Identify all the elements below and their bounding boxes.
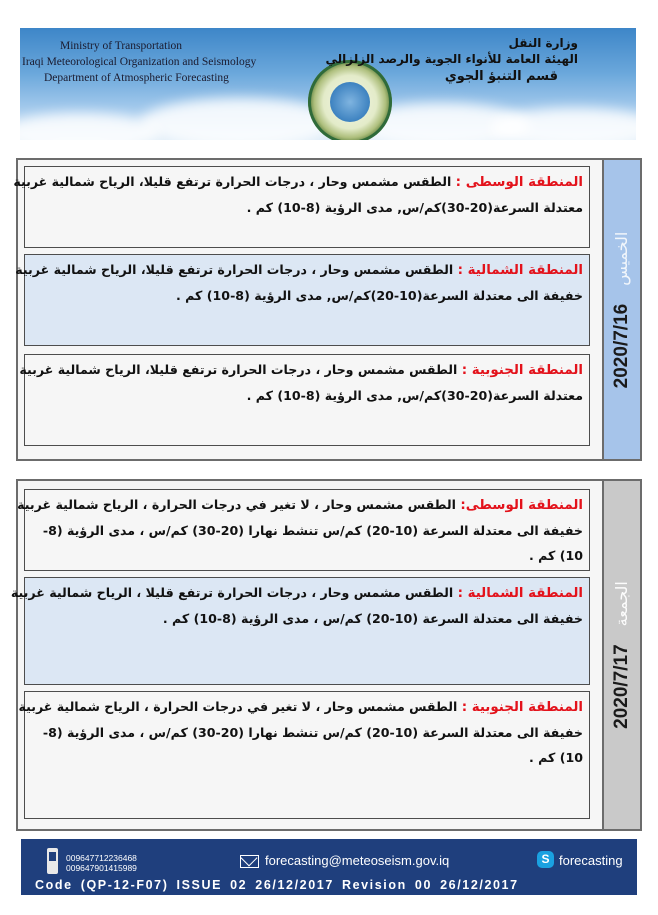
arabic-header bbox=[326, 36, 578, 84]
forecast-text: 10) كم . bbox=[528, 548, 583, 563]
phone-number: 009647712236468 bbox=[66, 853, 137, 863]
organization-name-en: Iraqi Meteorological Organization and Seismology bbox=[22, 56, 257, 68]
forecast-text: معتدلة السرعة(20-30)كم/س, مدى الرؤية (8-10) كم . bbox=[246, 200, 583, 215]
header-banner bbox=[20, 28, 636, 140]
document-code: Code (QP-12-F07) ISSUE 02 26/12/2017 Revision 00 26/12/2017 bbox=[35, 878, 519, 892]
organization-name-ar: الهيئة العامة للأنواء الجوية والرصد الزلزالي bbox=[325, 52, 578, 66]
region-box-north bbox=[15, 254, 590, 346]
forecast-weekday: الجمعة bbox=[612, 581, 631, 627]
forecast-text: الطقس مشمس وحار ، لا تغير في درجات الحرارة ، الرياح شمالية غربية bbox=[18, 699, 458, 714]
footer-bar bbox=[21, 839, 637, 895]
phone-numbers bbox=[66, 853, 137, 873]
forecast-date: 2020/7/16 bbox=[611, 303, 632, 388]
forecast-text: الطقس مشمس وحار ، درجات الحرارة ترتفع قليلا ، الرياح شمالية غربية bbox=[10, 585, 454, 600]
forecast-day-1 bbox=[13, 158, 642, 461]
english-header bbox=[20, 38, 257, 86]
forecast-weekday: الخميس bbox=[612, 231, 631, 286]
forecast-text: الطقس مشمس وحار ، درجات الحرارة ترتفع قليلا، الرياح شمالية غربية bbox=[13, 174, 452, 189]
cloud-decoration bbox=[20, 113, 160, 140]
day-sidebar bbox=[602, 481, 640, 829]
forecast-day-2 bbox=[10, 479, 642, 831]
region-label: المنطقة الشمالية : bbox=[457, 263, 583, 278]
forecast-text: الطقس مشمس وحار ، لا تغير في درجات الحرارة ، الرياح شمالية غربية bbox=[17, 497, 456, 512]
department-name-en: Department of Atmospheric Forecasting bbox=[44, 72, 229, 84]
phone-number: 009647901415989 bbox=[66, 863, 137, 873]
day-sidebar bbox=[602, 160, 640, 459]
skype-icon: S bbox=[537, 851, 554, 868]
region-box-north bbox=[10, 577, 590, 685]
region-box-south bbox=[18, 691, 590, 819]
region-label: المنطقة الوسطى : bbox=[455, 175, 583, 190]
region-label: المنطقة الجنوبية : bbox=[461, 363, 583, 378]
forecast-text: 10) كم . bbox=[528, 750, 583, 765]
ministry-name-en: Ministry of Transportation bbox=[60, 40, 183, 52]
email-link[interactable]: forecasting@meteoseism.gov.iq bbox=[265, 853, 450, 868]
department-name-ar: قسم التنبؤ الجوي bbox=[444, 69, 558, 84]
forecast-text: الطقس مشمس وحار ، درجات الحرارة ترتفع قليلا، الرياح شمالية غربية bbox=[15, 262, 454, 277]
region-label: المنطقة الوسطى: bbox=[460, 498, 583, 513]
forecast-text: الطقس مشمس وحار ، درجات الحرارة ترتفع قليلا، الرياح شمالية غربية bbox=[19, 362, 458, 377]
envelope-icon bbox=[240, 855, 259, 868]
forecast-date: 2020/7/17 bbox=[611, 644, 632, 729]
region-box-south bbox=[19, 354, 590, 446]
skype-handle[interactable]: forecasting bbox=[559, 853, 623, 868]
region-label: المنطقة الشمالية : bbox=[457, 586, 583, 601]
ministry-name-ar: وزارة النقل bbox=[508, 36, 578, 50]
forecast-text: معتدلة السرعة(20-30)كم/س, مدى الرؤية (8-10) كم . bbox=[246, 388, 583, 403]
forecast-text: خفيفة الى معتدلة السرعة (10-20) كم/س ، مدى الرؤية (8-10) كم . bbox=[162, 611, 583, 626]
forecast-text: خفيفة الى معتدلة السرعة(10-20)كم/س, مدى الرؤية (8-10) كم . bbox=[176, 288, 583, 303]
region-label: المنطقة الجنوبية : bbox=[461, 700, 583, 715]
region-box-central bbox=[17, 489, 590, 571]
forecast-text: خفيفة الى معتدلة السرعة (10-20) كم/س تنشط نهارا (20-30) كم/س ، مدى الرؤية (8- bbox=[42, 523, 583, 538]
logo-emblem-icon bbox=[330, 82, 370, 122]
phone-icon bbox=[47, 848, 58, 874]
forecast-text: خفيفة الى معتدلة السرعة (10-20) كم/س تنشط نهارا (20-30) كم/س ، مدى الرؤية (8- bbox=[42, 725, 583, 740]
region-box-central bbox=[13, 166, 590, 248]
